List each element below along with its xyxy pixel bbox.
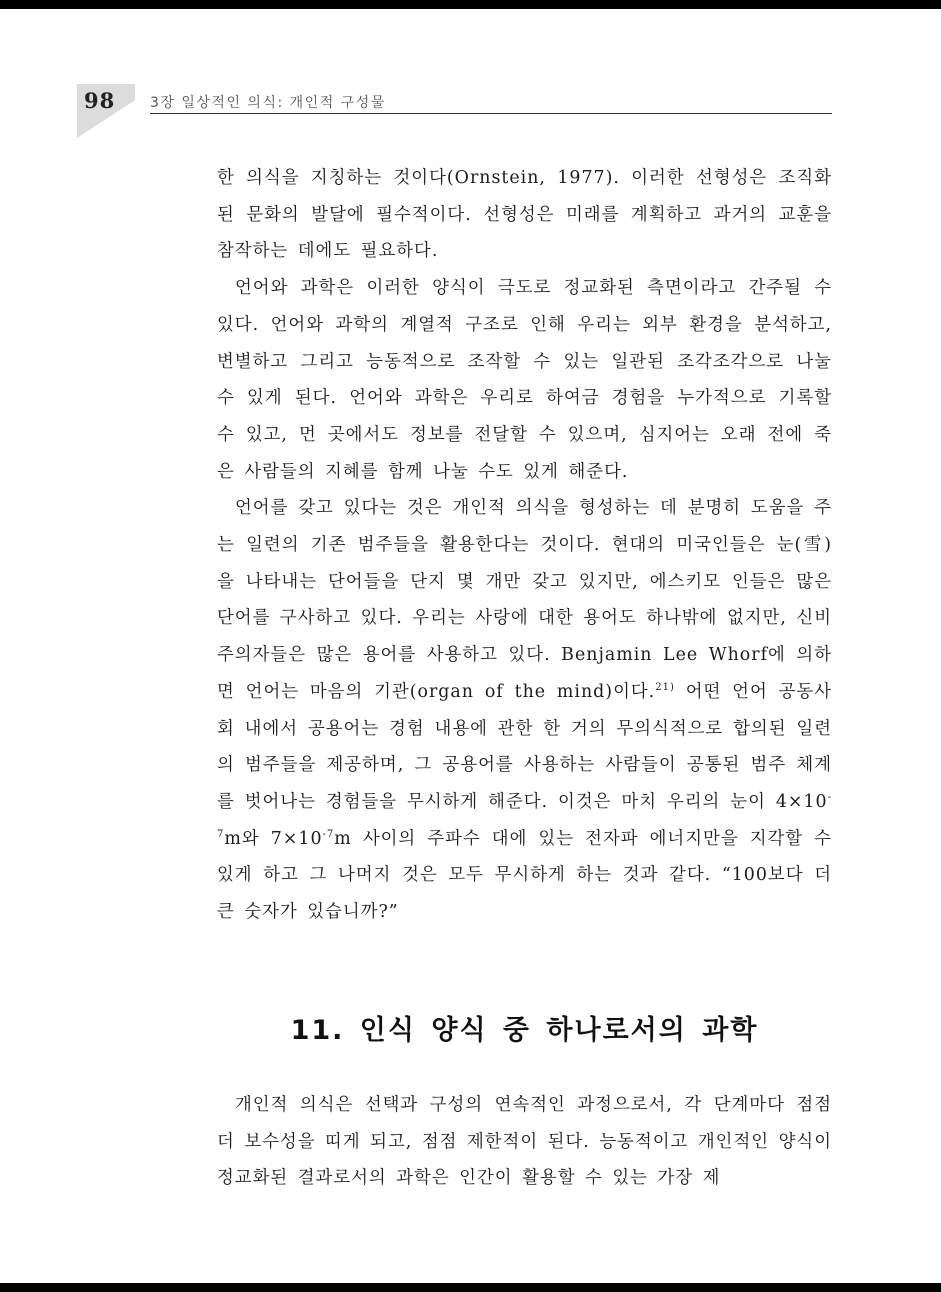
- paragraph-1: 한 의식을 지칭하는 것이다(Ornstein, 1977). 이러한 선형성은 조직화된 문화의 발달에 필수적이다. 선형성은 미래를 계획하고 과거의 교훈을 참작하는 데에도 필요하다.: [217, 168, 832, 262]
- paragraph-3-text-d: m 사이의 주파수 대에 있는 전자파 에너지만을 지각할 수 있게 하고 그 나머지 것은 모두 무시하게 하는 것과 같다. “100보다 더 큰 숫자가 있습니까?”: [217, 828, 832, 923]
- footnote-marker: 21): [655, 682, 675, 694]
- exponent-2: -7: [322, 828, 335, 840]
- header-rule: [150, 113, 832, 114]
- paragraph-3-text-a: 언어를 갖고 있다는 것은 개인적 의식을 형성하는 데 분명히 도움을 주는 일련의 기존 범주들을 활용한다는 것이다. 현대의 미국인들은 눈(雪)을 나타내는 단어들을 단지 몇 개만 갖고 있지만, 에스키모 인들은 많은 단어를 구사하고 있다. 우리는 사랑에 대한 용어도 하나밖에 없지만, 신비주의자들은 많은 용어를 사용하고 있다. Benjamin Lee Whorf에 의하면 언어는 마음의 기관(organ of the mind)이다.: [217, 498, 832, 702]
- page-number: 98: [84, 88, 116, 113]
- bottom-border: [0, 1283, 941, 1292]
- exponent-1: -7: [217, 792, 832, 840]
- section-paragraph: 개인적 의식은 선택과 구성의 연속적인 과정으로서, 각 단계마다 점점 더 보수성을 띠게 되고, 점점 제한적이 된다. 능동적이고 개인적인 양식이 정교화된 결과로서의 과학은 인간이 활용할 수 있는 가장 제: [217, 1095, 832, 1189]
- running-head: 3장 일상적인 의식: 개인적 구성물: [150, 95, 386, 111]
- main-text: [217, 160, 832, 931]
- paragraph-3: [217, 490, 832, 930]
- paragraph-2: 언어와 과학은 이러한 양식이 극도로 정교화된 측면이라고 간주될 수 있다. 언어와 과학의 계열적 구조로 인해 우리는 외부 환경을 분석하고, 변별하고 그리고 능동적으로 조작할 수 있는 일관된 조각조각으로 나눌 수 있게 된다. 언어와 과학은 우리로 하여금 경험을 누가적으로 기록할 수 있고, 먼 곳에서도 정보를 전달할 수 있으며, 심지어는 오래 전에 죽은 사람들의 지혜를 함께 나눌 수도 있게 해준다.: [217, 278, 832, 482]
- paragraph-3-text-c: m와 7×10: [224, 828, 323, 849]
- section-heading: 11. 인식 양식 중 하나로서의 과학: [290, 1015, 759, 1046]
- top-border: [0, 0, 941, 9]
- paragraph-3-text-b: 어떤 언어 공동사회 내에서 공용어는 경험 내용에 관한 한 거의 무의식적으로 합의된 일련의 범주들을 제공하며, 그 공용어를 사용하는 사람들이 공통된 범주 체계를 벗어나는 경험들을 무시하게 해준다. 이것은 마치 우리의 눈이 4×10: [217, 681, 832, 812]
- section-text: [217, 1087, 832, 1197]
